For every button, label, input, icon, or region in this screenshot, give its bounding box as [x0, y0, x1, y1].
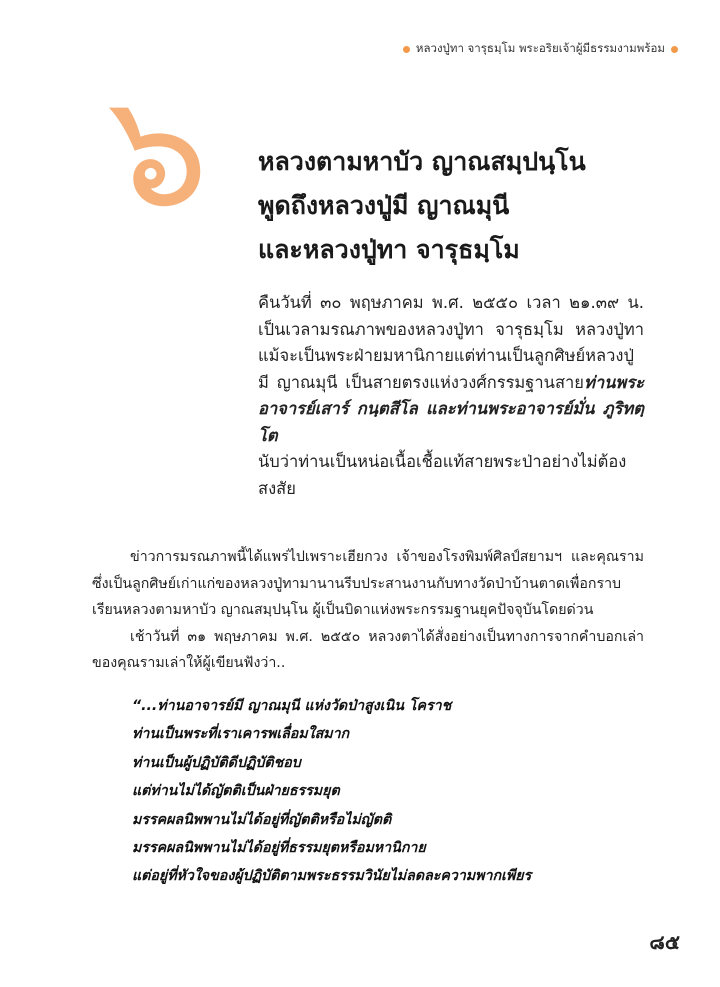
quote-line: มรรคผลนิพพานไม่ได้อยู่ที่ญัตติหรือไม่ญัตติ — [132, 811, 392, 828]
bullet-dot-icon — [403, 46, 410, 53]
quotation-block — [132, 692, 531, 891]
running-header-text: หลวงปู่ทา จารุธมฺโม พระอริยเจ้าผู้มีธรรมงามพร้อม — [415, 41, 665, 55]
body-paragraph: เช้าวันที่ ๓๑ พฤษภาคม พ.ศ. ๒๕๕๐ หลวงตาได้สั่งอย่างเป็นทางการจากคำบอกเล่าของคุณรามเล่าให้ผู้เขียนฟังว่า.. — [92, 628, 644, 671]
intro-emphasis: ท่านพระอาจารย์เสาร์ กนฺตสีโล และท่านพระอาจารย์มั่น ภูริทตฺโต — [258, 372, 644, 445]
quote-line: “...ท่านอาจารย์มี ญาณมุนี แห่งวัดป่าสูงเนิน โคราช — [132, 698, 452, 714]
chapter-title-line: หลวงตามหาบัว ญาณสมฺปนฺโน — [258, 147, 586, 176]
quote-line: แต่ท่านไม่ได้ญัตติเป็นฝ่ายธรรมยุต — [132, 783, 340, 800]
quote-line: แต่อยู่ที่หัวใจของผู้ปฏิบัติตามพระธรรมวินัยไม่ลดละความพากเพียร — [132, 868, 532, 885]
body-paragraph: ข่าวการมรณภาพนี้ได้แพร่ไปเพราะเฮียกวง เจ้าของโรงพิมพ์ศิลป์สยามฯ และคุณราม ซึ่งเป็นลูกศิษย์เก่าแก่ของหลวงปู่ทามานานรีบประสานงานกับทางวัดป่าบ้านตาดเพื่อกราบเรียนหลวงตามหาบัว ญาณสมฺปนฺโน ผู้เป็นบิดาแห่งพระกรรมฐานยุคปัจจุบันโดยด่วน — [92, 549, 644, 618]
chapter-title-line: และหลวงปู่ทา จารุธมฺโม — [258, 235, 520, 264]
chapter-number: ๖ — [108, 59, 209, 243]
chapter-title — [258, 140, 586, 272]
bullet-dot-icon — [671, 46, 678, 53]
page-number: ๘๕ — [649, 930, 680, 954]
running-header — [403, 40, 678, 58]
intro-paragraph — [258, 290, 644, 502]
intro-closing: นับว่าท่านเป็นหน่อเนื้อเชื้อแท้สายพระป่าอย่างไม่ต้องสงสัย — [258, 452, 627, 498]
quote-line: ท่านเป็นผู้ปฏิบัติดีปฏิบัติชอบ — [132, 754, 301, 771]
chapter-title-line: พูดถึงหลวงปู่มี ญาณมุนี — [258, 191, 510, 220]
quote-line: ท่านเป็นพระที่เราเคารพเลื่อมใสมาก — [132, 726, 350, 743]
body-text — [92, 544, 644, 677]
intro-text: คืนวันที่ ๓๐ พฤษภาคม พ.ศ. ๒๕๕๐ เวลา ๒๑.๓๙ น. เป็นเวลามรณภาพของหลวงปู่ทา จารุธมฺโม หลวงปู่ทาแม้จะเป็นพระฝ่ายมหานิกายแต่ท่านเป็นลูกศิษย์หลวงปู่มี ญาณมุนี เป็นสายตรงแห่งวงศ์กรรมฐานสาย — [258, 293, 644, 392]
quote-line: มรรคผลนิพพานไม่ได้อยู่ที่ธรรมยุตหรือมหานิกาย — [132, 840, 426, 857]
